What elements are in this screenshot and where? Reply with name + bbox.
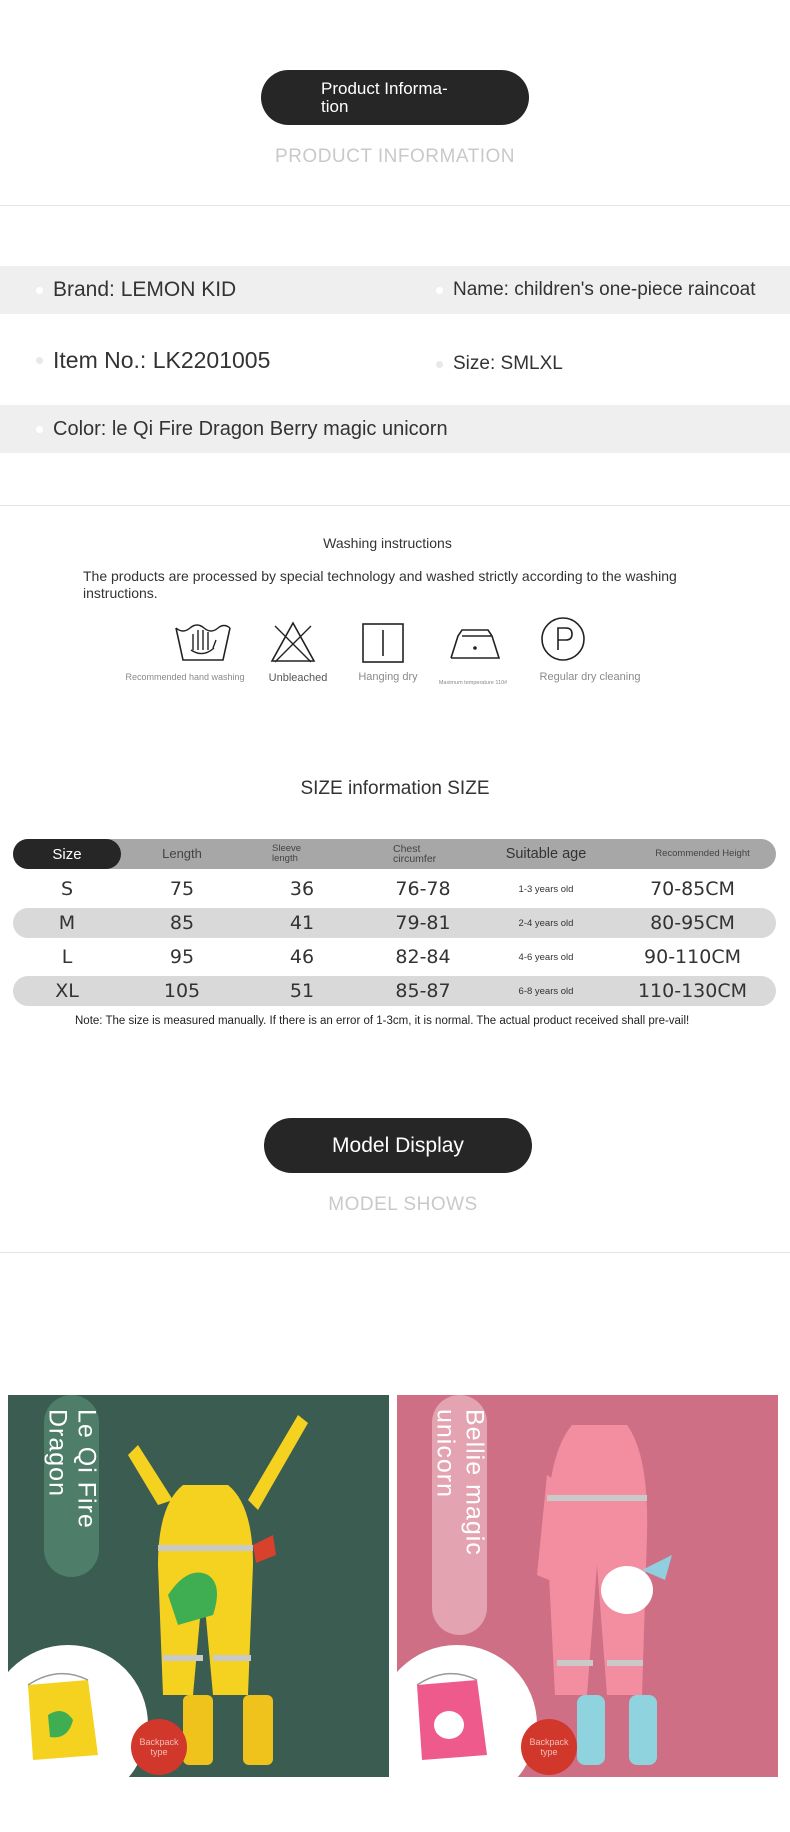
table-cell: L — [61, 946, 73, 968]
table-cell: 1-3 years old — [518, 883, 574, 895]
table-header-sleeve: Sleeve length — [272, 843, 302, 864]
size-text: Size: SMLXL — [453, 353, 563, 374]
table-cell: 90-110CM — [644, 946, 741, 968]
product-information-subheading: PRODUCT INFORMATION — [275, 146, 515, 167]
table-cell: 36 — [289, 878, 315, 900]
size-information-title: SIZE information SIZE — [300, 778, 490, 799]
table-cell: 6-8 years old — [518, 985, 574, 997]
table-cell: 85 — [169, 912, 195, 934]
bullet-dot — [436, 287, 443, 294]
model-panel-unicorn — [397, 1395, 778, 1777]
model-shows-subheading: MODEL SHOWS — [328, 1194, 478, 1215]
backpack-type-badge: Backpack type — [131, 1719, 187, 1775]
brand-item — [36, 266, 236, 314]
table-header-chest: Chest circumfer — [393, 843, 437, 865]
washing-title: Washing instructions — [323, 535, 452, 551]
size-item — [436, 340, 563, 388]
no-bleach-label: Unbleached — [268, 672, 328, 684]
color-text: Color: le Qi Fire Dragon Berry magic unicorn — [53, 417, 448, 440]
backpack-circle — [397, 1645, 537, 1777]
name-text: Name: children's one-piece raincoat — [453, 279, 756, 300]
table-cell: 82-84 — [395, 946, 451, 968]
iron-label: Maximum temperature 110# — [438, 680, 508, 686]
table-cell: S — [60, 878, 74, 900]
table-cell: 46 — [289, 946, 315, 968]
backpack-type-badge: Backpack type — [521, 1719, 577, 1775]
dry-clean-label: Regular dry cleaning — [539, 671, 641, 683]
hand-wash-label: Recommended hand washing — [125, 672, 245, 682]
bullet-dot — [36, 357, 43, 364]
unicorn-backpack-image — [397, 1645, 537, 1777]
washing-description: The products are processed by special technology and washed strictly according to the washing instructions. — [83, 568, 677, 601]
model-panel-dragon — [8, 1395, 389, 1777]
model-display-heading: Model Display — [264, 1118, 532, 1173]
table-cell: 95 — [169, 946, 195, 968]
table-cell: 110-130CM — [637, 980, 748, 1002]
color-item — [36, 405, 448, 453]
brand-text: Brand: LEMON KID — [53, 278, 237, 301]
table-header-size: Size — [13, 839, 121, 869]
hang-dry-label: Hanging dry — [358, 671, 418, 683]
divider — [0, 205, 790, 206]
table-cell: 75 — [169, 878, 195, 900]
item-no-item — [36, 336, 270, 384]
unicorn-tag: Bellie magic unicorn — [432, 1395, 487, 1635]
info-row-brand — [0, 266, 790, 314]
size-note: Note: The size is measured manually. If there is an error of 1-3cm, it is normal. The actual product received shall pre-vail! — [75, 1015, 690, 1027]
hand-wash-icon — [172, 620, 234, 664]
dragon-backpack-image — [8, 1645, 148, 1777]
table-cell: 85-87 — [395, 980, 451, 1002]
bullet-dot — [436, 361, 443, 368]
table-cell: 41 — [289, 912, 315, 934]
table-cell: 80-95CM — [650, 912, 735, 934]
divider — [0, 1252, 790, 1253]
table-cell: 51 — [289, 980, 315, 1002]
info-row-color — [0, 405, 790, 453]
table-header-height: Recommended Height — [655, 848, 750, 859]
dragon-tag: Le Qi Fire Dragon — [44, 1395, 99, 1577]
heading-line-2: tion — [321, 96, 349, 116]
table-cell: M — [58, 912, 76, 934]
bullet-dot — [36, 426, 43, 433]
no-bleach-icon — [268, 620, 318, 664]
item-no-text: Item No.: LK2201005 — [53, 346, 271, 373]
table-cell: 105 — [163, 980, 201, 1002]
dry-clean-p-icon — [539, 616, 587, 662]
table-cell: 70-85CM — [650, 878, 735, 900]
table-header-age: Suitable age — [505, 846, 587, 862]
table-cell: 2-4 years old — [518, 917, 574, 929]
table-cell: 4-6 years old — [518, 951, 574, 963]
table-cell: XL — [55, 980, 79, 1002]
product-information-heading — [261, 70, 529, 125]
hang-dry-icon — [360, 622, 406, 664]
bullet-dot — [36, 287, 43, 294]
heading-line-1: Product Informa- — [321, 78, 448, 98]
table-cell: 79-81 — [395, 912, 451, 934]
table-header-length: Length — [162, 846, 202, 861]
name-item — [436, 266, 756, 314]
table-cell: 76-78 — [395, 878, 451, 900]
iron-icon — [447, 624, 503, 662]
info-row-item — [0, 336, 790, 384]
divider — [0, 505, 790, 506]
backpack-circle — [8, 1645, 148, 1777]
